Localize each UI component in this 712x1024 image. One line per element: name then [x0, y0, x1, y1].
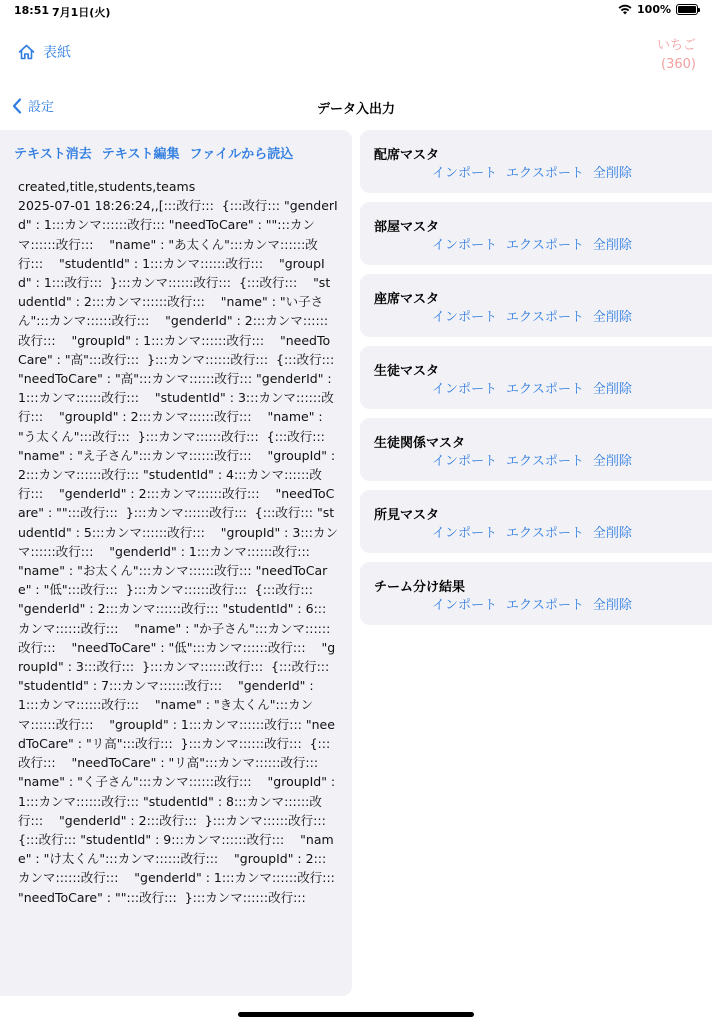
export-button[interactable]: エクスポート — [506, 382, 584, 397]
master-card — [360, 346, 712, 409]
import-button[interactable]: インポート — [432, 382, 498, 397]
import-button[interactable]: インポート — [432, 526, 498, 541]
master-title: チーム分け結果 — [374, 580, 466, 595]
import-button[interactable]: インポート — [432, 238, 498, 253]
master-actions — [432, 306, 632, 325]
master-card — [360, 274, 712, 337]
home-label: 表紙 — [43, 45, 71, 61]
master-card — [360, 490, 712, 553]
master-actions — [432, 378, 632, 397]
navigation-bar — [0, 90, 712, 124]
delete-all-button[interactable]: 全削除 — [592, 238, 632, 253]
export-button[interactable]: エクスポート — [506, 238, 584, 253]
home-indicator[interactable] — [238, 1012, 474, 1017]
back-label: 設定 — [28, 100, 55, 115]
load-file-button[interactable]: ファイルから読込 — [189, 147, 294, 162]
master-title: 配席マスタ — [374, 148, 440, 163]
master-actions — [432, 450, 632, 469]
delete-all-button[interactable]: 全削除 — [592, 310, 632, 325]
master-card — [360, 562, 712, 625]
master-title: 生徒関係マスタ — [374, 436, 466, 451]
import-button[interactable]: インポート — [432, 310, 498, 325]
status-indicators — [618, 3, 698, 16]
home-button[interactable] — [18, 42, 71, 62]
status-time: 18:51 — [14, 4, 50, 17]
master-title: 部屋マスタ — [374, 220, 440, 235]
master-actions — [432, 234, 632, 253]
user-count: (360) — [661, 57, 696, 72]
import-button[interactable]: インポート — [432, 598, 498, 613]
top-bar — [0, 30, 712, 80]
clear-text-button[interactable]: テキスト消去 — [14, 147, 92, 162]
delete-all-button[interactable]: 全削除 — [592, 526, 632, 541]
export-button[interactable]: エクスポート — [506, 526, 584, 541]
master-title: 座席マスタ — [374, 292, 440, 307]
master-actions — [432, 162, 632, 181]
delete-all-button[interactable]: 全削除 — [592, 454, 632, 469]
export-button[interactable]: エクスポート — [506, 310, 584, 325]
page-title: データ入出力 — [316, 102, 395, 117]
master-title: 所見マスタ — [374, 508, 440, 523]
battery-icon — [676, 4, 698, 15]
import-button[interactable]: インポート — [432, 454, 498, 469]
battery-percent: 100% — [637, 3, 671, 16]
delete-all-button[interactable]: 全削除 — [592, 166, 632, 181]
export-button[interactable]: エクスポート — [506, 166, 584, 181]
status-date: 7月1日(火) — [52, 6, 111, 19]
master-actions — [432, 594, 632, 613]
user-info — [657, 36, 696, 74]
export-button[interactable]: エクスポート — [506, 454, 584, 469]
edit-text-button[interactable]: テキスト編集 — [101, 147, 180, 162]
master-card — [360, 130, 712, 193]
delete-all-button[interactable]: 全削除 — [592, 598, 632, 613]
user-name: いちご — [656, 38, 696, 53]
house-icon — [18, 44, 35, 60]
master-actions — [432, 522, 632, 541]
master-card — [360, 418, 712, 481]
master-card — [360, 202, 712, 265]
import-button[interactable]: インポート — [432, 166, 498, 181]
text-panel — [0, 130, 352, 996]
export-button[interactable]: エクスポート — [506, 598, 584, 613]
status-bar — [0, 0, 712, 22]
master-title: 生徒マスタ — [374, 364, 440, 379]
wifi-icon — [618, 4, 632, 15]
data-text-area[interactable]: created,title,students,teams 2025-07-01 18:26:24,,[:::改行::: {:::改行::: "genderId" : 1:::カンマ::::::改行::: "needToCare" : "":::カンマ::::::改行::: "name" : "あ太くん":::カンマ::::::改行::: "studentId" : 1:::カンマ::::::改行::: "groupId" : 1:::改行::: }:::カンマ::::::改行::: {:::改行::: "studentId" : 2:::カンマ::::::改行::: "name" : "い子さん":::カンマ::::::改行::: "genderId" : 2:::カンマ::::::改行::: "groupId" : 1:::カンマ::::::改行::: "needToCare" : "高":::改行::: }:::カンマ::::::改行::: {:::改行::: "needToCare" : "高":::カンマ::::::改行::: "genderId" : 1:::カンマ::::::改行::: "studentId" : 3:::カンマ::::::改行::: "groupId" : 2:::カンマ::::::改行::: "name" : "う太くん":::改行::: }:::カンマ::::::改行::: {:::改行::: "name" : "え子さん":::カンマ::::::改行::: "groupId" : 2:::カンマ::::::改行::: "studentId" : 4:::カンマ::::::改行::: "genderId" : 2:::カンマ::::::改行::: "needToCare" : "":::改行::: }:::カンマ::::::改行::: {:::改行::: "studentId" : 5:::カンマ::::::改行::: "groupId" : 3:::カンマ::::::改行::: "genderId" : 1:::カンマ::::::改行::: "name" : "お太くん":::カンマ::::::改行::: "needToCare" : "低":::改行::: }:::カンマ::::::改行::: {:::改行::: "genderId" : 2:::カンマ::::::改行::: "studentId" : 6:::カンマ::::::改行::: "name" : "か子さん":::カンマ::::::改行::: "needToCare" : "低":::カンマ::::::改行::: "groupId" : 3:::改行::: }:::カンマ::::::改行::: {:::改行::: "studentId" : 7:::カンマ::::::改行::: "genderId" : 1:::カンマ::::::改行::: "name" : "き太くん":::カンマ::::::改行::: "groupId" : 1:::カンマ::::::改行::: "needToCare" : "リ高":::改行::: }:::カンマ::::::改行::: {:::改行::: "needToCare" : "リ高":::カンマ::::::改行::: "name" : "く子さん":::カンマ::::::改行::: "groupId" : 1:::カンマ::::::改行::: "studentId" : 8:::カンマ::::::改行::: "genderId" : 2:::改行::: }:::カンマ::::::改行::: {:::改行::: "studentId" : 9:::カンマ::::::改行::: "name" : "け太くん":::カンマ::::::改行::: "groupId" : 2:::カンマ::::::改行::: "genderId" : 1:::カンマ::::::改行::: "needToCare" : "":::改行::: }:::カンマ::::::改行::: — [18, 179, 338, 905]
master-list — [360, 130, 712, 634]
text-toolbar — [0, 130, 352, 162]
delete-all-button[interactable]: 全削除 — [592, 382, 632, 397]
